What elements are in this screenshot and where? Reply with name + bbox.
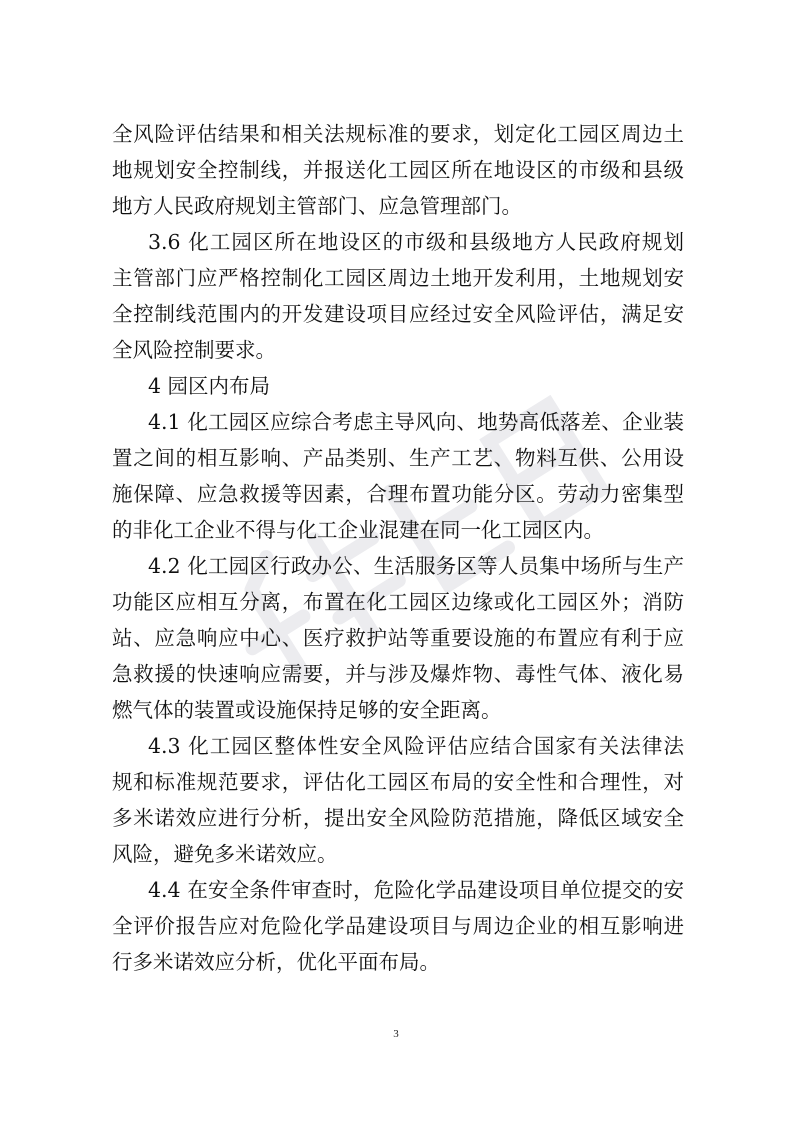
section-heading: 4 园区内布局	[148, 374, 271, 398]
text-line: 全评价报告应对危险化学品建设项目与周边企业的相互影响进	[112, 914, 684, 938]
text-line: 行多米诺效应分析，优化平面布局。	[112, 950, 440, 974]
text-line: 地方人民政府规划主管部门、应急管理部门。	[112, 194, 522, 218]
text-line: 的非化工企业不得与化工企业混建在同一化工园区内。	[112, 518, 604, 542]
text-line: 4.3 化工园区整体性安全风险评估应结合国家有关法律法	[148, 734, 684, 758]
text-line: 多米诺效应进行分析，提出安全风险防范措施，降低区域安全	[112, 806, 684, 830]
text-line: 4.1 化工园区应综合考虑主导风向、地势高低落差、企业装	[148, 410, 684, 434]
text-line: 站、应急响应中心、医疗救护站等重要设施的布置应有利于应	[112, 626, 684, 650]
text-line: 4.4 在安全条件审查时，危险化学品建设项目单位提交的安	[148, 878, 684, 902]
text-line: 燃气体的装置或设施保持足够的安全距离。	[112, 698, 502, 722]
text-line: 地规划安全控制线，并报送化工园区所在地设区的市级和县级	[112, 158, 684, 182]
text-line: 3.6 化工园区所在地设区的市级和县级地方人民政府规划	[148, 230, 684, 254]
text-line: 全风险评估结果和相关法规标准的要求，划定化工园区周边土	[112, 122, 684, 146]
text-line: 全控制线范围内的开发建设项目应经过安全风险评估，满足安	[112, 302, 684, 326]
text-line: 全风险控制要求。	[112, 338, 276, 362]
text-line: 主管部门应严格控制化工园区周边土地开发利用，土地规划安	[112, 266, 684, 290]
text-line: 急救援的快速响应需要，并与涉及爆炸物、毒性气体、液化易	[112, 662, 684, 686]
page-number: 3	[393, 1028, 399, 1040]
text-line: 规和标准规范要求，评估化工园区布局的安全性和合理性，对	[112, 770, 684, 794]
text-line: 风险，避免多米诺效应。	[112, 842, 338, 866]
text-line: 4.2 化工园区行政办公、生活服务区等人员集中场所与生产	[148, 554, 684, 578]
text-line: 置之间的相互影响、产品类别、生产工艺、物料互供、公用设	[112, 446, 684, 470]
text-line: 施保障、应急救援等因素，合理布置功能分区。劳动力密集型	[112, 482, 684, 506]
text-line: 功能区应相互分离，布置在化工园区边缘或化工园区外；消防	[112, 590, 684, 614]
